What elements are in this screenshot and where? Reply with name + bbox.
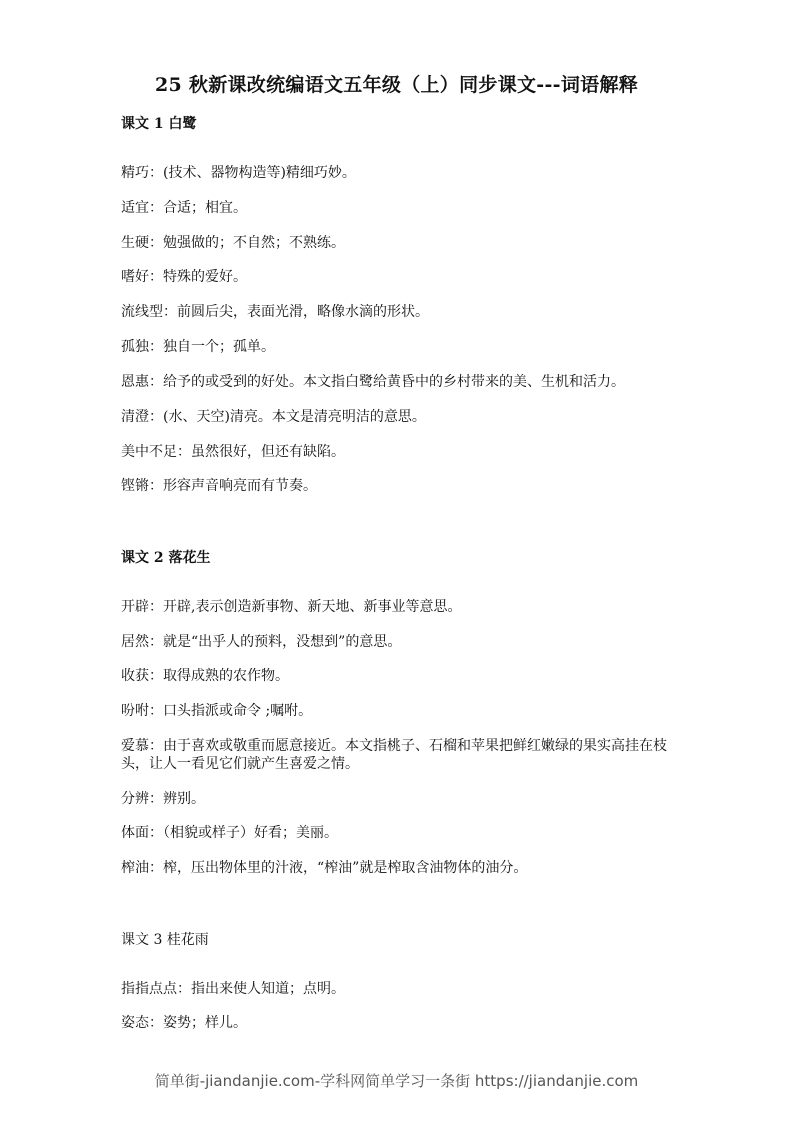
section-heading-lesson-2: 课文 2 落花生 (121, 550, 211, 566)
vocab-entry: 居然：就是“出乎人的预料，没想到”的意思。 (121, 634, 402, 650)
vocab-entry: 铿锵：形容声音响亮而有节奏。 (121, 478, 317, 494)
vocab-entry: 指指点点：指出来使人知道；点明。 (121, 981, 345, 997)
document-title: 25 秋新课改统编语文五年级（上）同步课文---词语解释 (154, 74, 639, 96)
vocab-entry: 榨油：榨，压出物体里的汁液，“榨油”就是榨取含油物体的油分。 (121, 860, 528, 876)
vocab-entry: 吩咐：口头指派或命令 ;嘱咐。 (121, 703, 313, 719)
vocab-entry: 恩惠：给予的或受到的好处。本文指白鹭给黄昏中的乡村带来的美、生机和活力。 (121, 374, 625, 390)
vocab-entry: 分辨：辨别。 (121, 791, 205, 807)
vocab-entry: 精巧：(技术、器物构造等)精细巧妙。 (121, 165, 356, 181)
vocab-entry: 生硬：勉强做的；不自然；不熟练。 (121, 235, 345, 251)
vocab-entry: 美中不足：虽然很好，但还有缺陷。 (121, 444, 345, 460)
vocab-entry: 体面：（相貌或样子）好看；美丽。 (121, 825, 338, 841)
vocab-entry: 适宜：合适；相宜。 (121, 200, 247, 216)
vocab-entry: 爱慕：由于喜欢或敬重而愿意接近。本文指桃子、石榴和苹果把鲜红嫩绿的果实高挂在枝头，让人一看见它们就产生喜爱之情。 (121, 738, 667, 772)
vocab-entry: 清澄：(水、天空)清亮。本文是清亮明洁的意思。 (121, 409, 426, 425)
vocab-entry: 姿态：姿势；样儿。 (121, 1015, 247, 1031)
vocab-entry: 孤独：独自一个；孤单。 (121, 339, 275, 355)
page-footer-watermark: 简单街-jiandanjie.com-学科网简单学习一条街 https://jiandanjie.com (154, 1072, 639, 1090)
vocab-entry: 嗜好：特殊的爱好。 (121, 269, 247, 285)
vocab-entry: 开辟：开辟,表示创造新事物、新天地、新事业等意思。 (121, 599, 462, 615)
vocab-entry: 收获：取得成熟的农作物。 (121, 668, 289, 684)
section-heading-lesson-3: 课文 3 桂花雨 (121, 932, 209, 948)
section-heading-lesson-1: 课文 1 白鹭 (121, 116, 197, 132)
vocab-entry: 流线型：前圆后尖，表面光滑，略像水滴的形状。 (121, 304, 429, 320)
